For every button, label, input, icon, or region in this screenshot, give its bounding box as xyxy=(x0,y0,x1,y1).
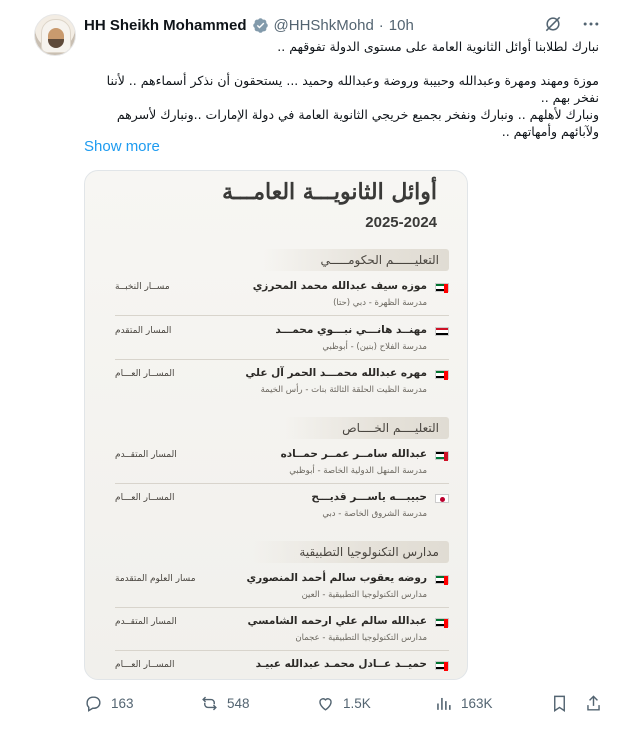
student-track: مسار العلوم المتقدمة xyxy=(115,574,196,584)
student-name: روضه يعقوب سالم أحمد المنصوري xyxy=(246,572,427,584)
student-track: المســار العـــام xyxy=(115,369,175,379)
student-row xyxy=(85,323,467,361)
tweet-actions-bar xyxy=(84,694,604,716)
student-school: مدارس التكنولوجيا التطبيقية - عجمان xyxy=(295,633,427,643)
reply-count: 163 xyxy=(111,696,134,711)
like-button[interactable] xyxy=(316,694,371,713)
student-school: مدرسة الشروق الخاصة - دبي xyxy=(322,509,427,519)
student-name: موزه سيف عبدالله محمد المحرزي xyxy=(252,280,427,292)
views-button[interactable] xyxy=(434,694,493,713)
student-name: حميــد عــادل محمـد عبدالله عبيـد xyxy=(255,658,427,670)
reply-button[interactable] xyxy=(84,694,134,713)
student-school: مدارس التكنولوجيا التطبيقية - العين xyxy=(301,590,427,600)
uae-flag-icon xyxy=(435,618,449,627)
student-row xyxy=(85,366,467,404)
show-more-link[interactable]: Show more xyxy=(84,138,160,155)
tweet-line-3: ونبارك لأهلهم .. ونبارك ونفخر بجميع خريجي الثانوية العامة في دولة الإمارات ..ونبارك لأسرهم ولآبائهم وأمهاتهم .. xyxy=(116,107,599,139)
tweet-line-1: نبارك لطلابنا أوائل الثانوية العامة على مستوى الدولة تفوقهم .. xyxy=(277,39,599,54)
views-chart-icon xyxy=(434,694,453,713)
divider xyxy=(115,607,449,608)
more-options-icon[interactable] xyxy=(581,14,601,34)
student-track: المســار العـــام xyxy=(115,660,175,670)
repost-icon xyxy=(200,694,219,713)
divider xyxy=(115,359,449,360)
avatar[interactable] xyxy=(34,14,76,56)
bookmark-button[interactable] xyxy=(550,694,569,713)
uae-flag-icon xyxy=(435,575,449,584)
verified-badge-icon xyxy=(252,17,269,34)
like-count: 1.5K xyxy=(343,696,371,711)
bookmark-icon xyxy=(550,694,569,713)
student-name: حبيبـــه ياســـر قديـــح xyxy=(311,491,427,503)
section-applied-technology: مدارس التكنولوجيا التطبيقية xyxy=(253,541,449,563)
repost-count: 548 xyxy=(227,696,250,711)
student-name: مهنــد هانـــي نبـــوي محمـــد xyxy=(275,324,427,336)
student-school: مدرسة الفلاح (بنين) - أبوظبي xyxy=(322,342,427,352)
timestamp[interactable]: 10h xyxy=(388,16,414,34)
share-icon xyxy=(584,694,603,713)
student-school: مدرسة الظهرة - دبي (حتا) xyxy=(333,298,427,308)
repost-button[interactable] xyxy=(200,694,250,713)
separator-dot: · xyxy=(378,16,384,34)
reply-icon xyxy=(84,694,103,713)
grok-icon[interactable] xyxy=(543,14,563,34)
share-button[interactable] xyxy=(584,694,603,713)
divider xyxy=(115,483,449,484)
uae-flag-icon xyxy=(435,661,449,670)
views-count: 163K xyxy=(461,696,493,711)
media-year: 2025-2024 xyxy=(365,214,437,231)
tweet-top-actions xyxy=(543,14,601,34)
author-handle[interactable]: @HHShkMohd xyxy=(273,16,374,34)
egypt-flag-icon xyxy=(435,327,449,336)
student-name: عبدالله سامــر عمــر حمــاده xyxy=(280,448,427,460)
tweet-text xyxy=(84,38,599,140)
student-track: المســار العـــام xyxy=(115,493,175,503)
uae-flag-icon xyxy=(435,370,449,379)
student-name: عبدالله سالم علي ارحمه الشامسي xyxy=(247,615,427,627)
palestine-flag-icon xyxy=(435,451,449,460)
media-title: أوائل الثانويـــة العامـــة xyxy=(222,179,437,205)
student-name: مهره عبدالله محمـــد الحمر آل علي xyxy=(245,367,427,379)
student-row xyxy=(85,614,467,652)
student-track: المسار المتقــدم xyxy=(115,450,177,460)
uae-flag-icon xyxy=(435,283,449,292)
author-name[interactable]: HH Sheikh Mohammed xyxy=(84,16,247,34)
tweet-media-image[interactable] xyxy=(84,170,468,680)
student-row xyxy=(85,657,467,680)
student-school: مدرسة المنهل الدولية الخاصة - أبوظبي xyxy=(289,466,427,476)
student-row xyxy=(85,490,467,528)
tweet-header xyxy=(84,15,414,35)
student-row xyxy=(85,447,467,485)
heart-icon xyxy=(316,694,335,713)
student-track: المسار المتقــدم xyxy=(115,617,177,627)
section-government: التعليــــــم الحكومـــــي xyxy=(263,249,449,271)
student-row xyxy=(85,571,467,609)
student-track: المسار المتقدم xyxy=(115,326,172,336)
student-row xyxy=(85,279,467,317)
student-school: مدرسة الظيت الحلقة الثالثة بنات - رأس الخيمة xyxy=(260,385,427,395)
tweet-line-2: موزة ومهند ومهرة وعبدالله وحبيبة وروضة وعبدالله وحميد ... يستحقون أن نذكر أسماءهم .. لأننا نفخر بهم .. xyxy=(106,73,599,105)
section-private: التعليــــم الخــــاص xyxy=(285,417,449,439)
divider xyxy=(115,650,449,651)
japan-flag-icon xyxy=(435,494,449,503)
student-track: مســار النخبــة xyxy=(115,282,170,292)
divider xyxy=(115,315,449,316)
